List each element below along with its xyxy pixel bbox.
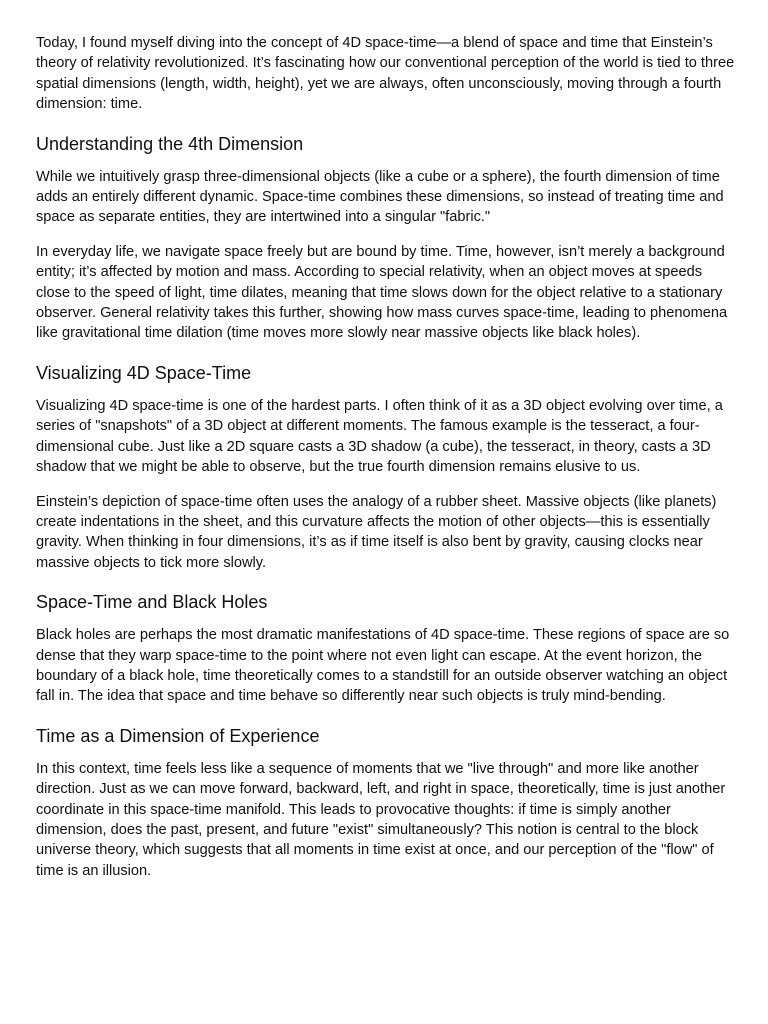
paragraph-relativity: In everyday life, we navigate space freely but are bound by time. Time, however, isn’t merely a background entity; it’s affected by motion and mass. According to special relativity, when an object moves at speeds close to the speed of light, time dilates, meaning that time slows down for the object relative to a stationary observer. General relativity takes this further, showing how mass curves space-time, leading to phenomena like gravitational time dilation (time moves more slowly near massive objects like black holes). bbox=[36, 243, 728, 342]
section-heading-black-holes: Space-Time and Black Holes bbox=[36, 592, 268, 613]
intro-paragraph: Today, I found myself diving into the concept of 4D space-time—a blend of space and time that Einstein’s theory of relativity revolutionized. It’s fascinating how our conventional perception of the world is tied to three spatial dimensions (length, width, height), yet we are always, often unconsciously, moving through a fourth dimension: time. bbox=[36, 35, 735, 113]
section-heading-time-experience: Time as a Dimension of Experience bbox=[36, 725, 320, 746]
paragraph-rubber-sheet: Einstein’s depiction of space-time often uses the analogy of a rubber sheet. Massive objects (like planets) create indentations in the sheet, and this curvature affects the motion of other objects—this is essentially gravity. When thinking in four dimensions, it’s as if time itself is also bent by gravity, causing clocks near massive objects to tick more slowly. bbox=[36, 493, 717, 571]
paragraph-block-universe: In this context, time feels less like a sequence of moments that we "live through" and more like another direction. Just as we can move forward, backward, left, and right in space, theoretically, time is just another coordinate in this space-time manifold. This leads to provocative thoughts: if time is simply another dimension, does the past, present, and future "exist" simultaneously? This notion is central to the block universe theory, which suggests that all moments in time exist at once, and our perception of the "flow" of time is an illusion. bbox=[36, 760, 726, 879]
section-heading-4th-dimension: Understanding the 4th Dimension bbox=[36, 133, 304, 154]
section-heading-visualizing: Visualizing 4D Space-Time bbox=[36, 362, 252, 383]
paragraph-tesseract: Visualizing 4D space-time is one of the hardest parts. I often think of it as a 3D object evolving over time, a series of "snapshots" of a 3D object at different moments. The famous example is the tesseract, a four-dimensional cube. Just like a 2D square casts a 3D shadow (a cube), the tesseract, in theory, casts a 3D shadow that we might be able to observe, but the true fourth dimension remains elusive to us. bbox=[36, 397, 723, 476]
paragraph-space-time-fabric: While we intuitively grasp three-dimensional objects (like a cube or a sphere), the fourth dimension of time adds an entirely different dynamic. Space-time combines these dimensions, so instead of treating time and space as separate entities, they are intertwined into a singular "fabric." bbox=[36, 168, 724, 226]
paragraph-black-holes: Black holes are perhaps the most dramatic manifestations of 4D space-time. These regions of space are so dense that they warp space-time to the point where not even light can escape. At the event horizon, the boundary of a black hole, time theoretically comes to a standstill for an outside observer watching an object fall in. The idea that space and time behave so differently near such objects is truly mind-bending. bbox=[36, 627, 730, 705]
document-body bbox=[36, 33, 736, 895]
